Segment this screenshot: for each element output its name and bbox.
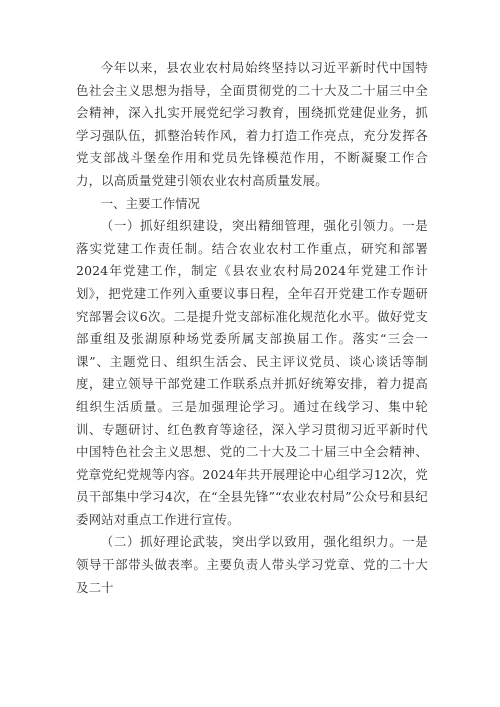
- paragraph-theory-armament: （二）抓好理论武装，突出学以致用，强化组织力。一是领导干部带头做表率。主要负责人带头学习党章、党的二十大及二十: [76, 534, 428, 595]
- document-page: [76, 57, 428, 599]
- paragraph-organization-building: （一）抓好组织建设，突出精细管理，强化引领力。一是落实党建工作责任制。结合农业农村工作重点，研究和部署2024年党建工作，制定《县农业农村局2024年党建工作计划》，把党建工作列入重要议事日程，全年召开党建工作专题研究部署会议6次。二是提升党支部标准化规范化水平。做好党支部重组及张湖原种场党委所属支部换届工作。落实“三会一课”、主题党日、组织生活会、民主评议党员、谈心谈话等制度，建立领导干部党建工作联系点并抓好统筹安排，着力提高组织生活质量。三是加强理论学习。通过在线学习、集中轮训、专题研讨、红色教育等途径，深入学习贯彻习近平新时代中国特色社会主义思想、党的二十大及二十届三中全会精神、党章党纪党规等内容。2024年共开展理论中心组学习12次，党员干部集中学习4次，在“全县先锋”“农业农村局”公众号和县纪委网站对重点工作进行宣传。: [76, 218, 428, 527]
- section-heading-main-work: 一、主要工作情况: [100, 195, 200, 211]
- intro-paragraph: 今年以来，县农业农村局始终坚持以习近平新时代中国特色社会主义思想为指导，全面贯彻党的二十大及二十届三中全会精神，深入扎实开展党纪学习教育，围绕抓党建促业务，抓学习强队伍，抓整治转作风，着力打造工作亮点，充分发挥各党支部战斗堡垒作用和党员先锋模范作用，不断凝聚工作合力，以高质量党建引领农业农村高质量发展。: [76, 60, 428, 188]
